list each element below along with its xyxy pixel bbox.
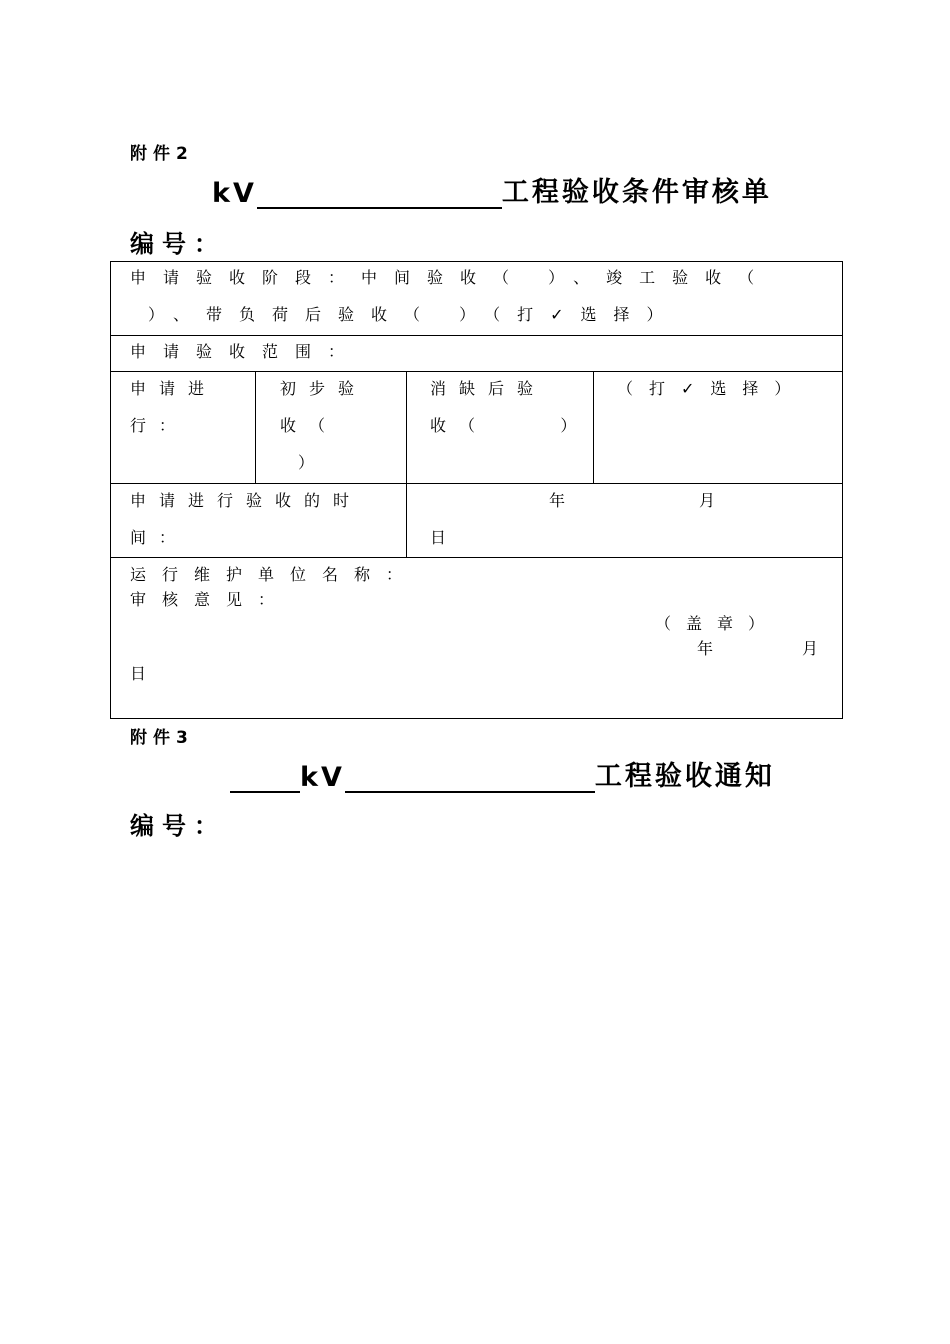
attachment-3-title <box>230 754 775 793</box>
defect-acceptance-line-2: 收（ ） <box>430 416 590 435</box>
time-day: 日 <box>430 528 460 547</box>
row-divider <box>110 335 843 336</box>
attachment-3-label: 附件3 <box>130 728 194 748</box>
serial-number-label: 编号： <box>130 812 226 840</box>
time-label-line-2: 间： <box>130 528 189 547</box>
choose-hint: （打✓选择） <box>617 379 807 398</box>
sign-month: 月 <box>802 639 832 658</box>
row-divider <box>110 483 843 484</box>
attachment-2-label: 附件2 <box>130 144 194 164</box>
table-border-bottom <box>110 718 843 719</box>
title-text: 工程验收通知 <box>594 761 775 792</box>
project-name-blank[interactable] <box>257 181 502 209</box>
sign-year: 年 <box>697 639 727 658</box>
sign-day: 日 <box>130 664 160 683</box>
title-kv: kV <box>212 178 257 209</box>
seal-label: （盖章） <box>655 614 780 633</box>
opinion-label: 审核意见： <box>130 590 291 609</box>
title-kv: kV <box>300 762 345 793</box>
table-border-left <box>110 261 111 719</box>
title-text: 工程验收条件审核单 <box>501 177 772 208</box>
serial-number-label: 编号： <box>130 230 226 258</box>
time-year: 年 <box>549 491 579 510</box>
initial-acceptance-line-1: 初步验 <box>280 379 368 398</box>
scope-label: 申请验收范围： <box>130 342 362 361</box>
column-divider <box>255 371 256 484</box>
attachment-2-title <box>212 170 772 209</box>
voltage-blank[interactable] <box>230 765 300 793</box>
time-month: 月 <box>699 491 729 510</box>
defect-acceptance-line-1: 消缺后验 <box>430 379 547 398</box>
proceed-label-line-1: 申请进 <box>130 379 218 398</box>
initial-acceptance-line-2: 收（ <box>280 416 339 435</box>
stage-line-1: 申请验收阶段：中间验收（ ）、竣工验收（ <box>130 268 772 287</box>
table-border-top <box>110 261 843 262</box>
column-divider <box>593 371 594 484</box>
unit-name-label: 运行维护单位名称： <box>130 565 419 584</box>
project-name-blank[interactable] <box>345 765 595 793</box>
time-label-line-1: 申请进行验收的时 <box>130 491 363 510</box>
stage-line-2: ）、带负荷后验收（ ）（打✓选择） <box>148 305 680 324</box>
row-divider <box>110 371 843 372</box>
initial-acceptance-line-3: ） <box>298 453 328 472</box>
row-divider <box>110 557 843 558</box>
table-border-right <box>842 261 843 719</box>
column-divider <box>406 371 407 558</box>
proceed-label-line-2: 行： <box>130 416 189 435</box>
